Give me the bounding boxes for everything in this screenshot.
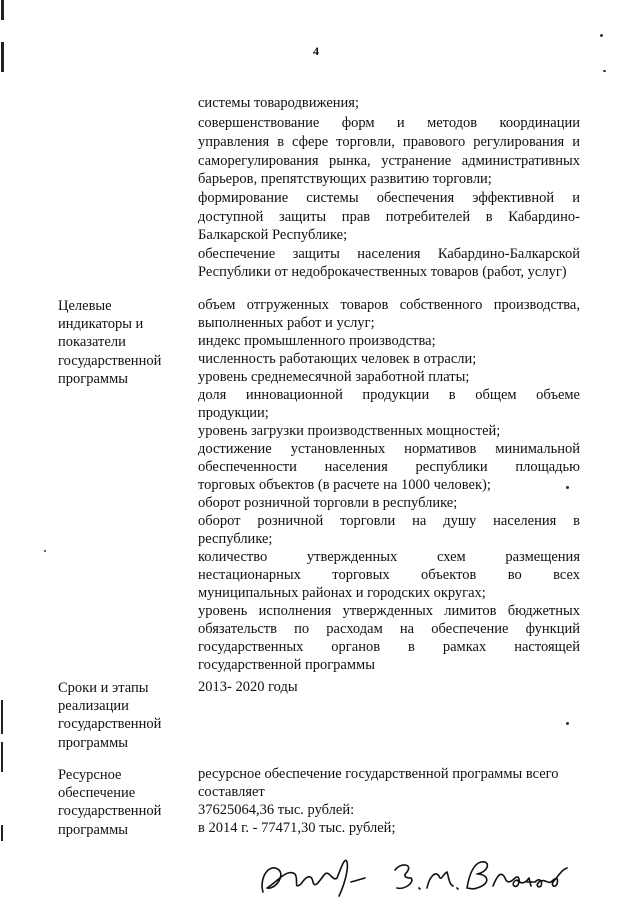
text-line: численность работающих человек в отрасли; xyxy=(198,351,477,367)
text-line: формирование системы обеспечения эффективной и xyxy=(198,190,580,206)
text-line: муниципальных районах и городских округах; xyxy=(198,585,486,601)
text-line: управления в сфере торговли, правового регулирования и xyxy=(198,134,580,150)
text-line: продукции; xyxy=(198,405,269,421)
label-line: программы xyxy=(58,734,128,751)
scan-edge-mark xyxy=(1,0,4,20)
page-number: 4 xyxy=(313,44,319,58)
text-line: нестационарных торговых объектов во всех xyxy=(198,567,580,583)
scan-speck xyxy=(566,486,569,489)
section-label-resources xyxy=(58,766,193,839)
text-line: обязательств по расходам на обеспечение функций xyxy=(198,621,580,637)
label-line: реализации xyxy=(58,698,129,715)
text-line: достижение установленных нормативов минимальной xyxy=(198,441,580,457)
scan-speck xyxy=(44,550,46,552)
label-line: государственной xyxy=(58,803,162,820)
scan-speck xyxy=(603,70,606,72)
text-line: саморегулирования рынка, устранение административных xyxy=(198,153,580,169)
text-line: торговых объектов (в расчете на 1000 человек); xyxy=(198,477,491,493)
label-line: государственной xyxy=(58,716,162,733)
text-line: в 2014 г. - 77471,30 тыс. рублей; xyxy=(198,820,396,836)
text-line: уровень среднемесячной заработной платы; xyxy=(198,369,470,385)
text-line: совершенствование форм и методов координации xyxy=(198,115,580,131)
text-line: количество утвержденных схем размещения xyxy=(198,549,580,565)
text-line: государственной программы xyxy=(198,657,375,673)
handwritten-signature xyxy=(255,848,575,904)
text-line: 37625064,36 тыс. рублей: xyxy=(198,802,355,818)
scan-edge-mark xyxy=(1,700,3,734)
text-line: Балкарской Республике; xyxy=(198,227,348,243)
text-line: оборот розничной торговли в республике; xyxy=(198,495,458,511)
label-line: программы xyxy=(58,821,128,838)
text-line: уровень загрузки производственных мощностей; xyxy=(198,423,501,439)
label-line: индикаторы и xyxy=(58,316,144,333)
scan-edge-mark xyxy=(1,42,4,72)
label-line: Целевые xyxy=(58,298,112,314)
scan-speck xyxy=(600,34,603,37)
scan-edge-mark xyxy=(1,825,3,841)
text-line: индекс промышленного производства; xyxy=(198,333,436,349)
text-line: доступной защиты прав потребителей в Кабардино- xyxy=(198,209,580,225)
text-line: уровень исполнения утвержденных лимитов бюджетных xyxy=(198,603,580,619)
text-line: системы товародвижения; xyxy=(198,95,359,111)
text-line: доля инновационной продукции в общем объеме xyxy=(198,387,580,403)
text-line: ресурсное обеспечение государственной программы всего xyxy=(198,766,559,782)
text-line: Республики от недоброкачественных товаров (работ, услуг) xyxy=(198,264,567,280)
scan-edge-mark xyxy=(1,742,3,772)
text-line: составляет xyxy=(198,784,265,800)
text-line: обеспечение защиты населения Кабардино-Балкарской xyxy=(198,246,580,262)
label-line: программы xyxy=(58,370,128,387)
text-line: обеспеченности населения республики площадью xyxy=(198,459,580,475)
text-line: республике; xyxy=(198,531,273,547)
label-line: Ресурсное xyxy=(58,767,122,783)
text-line: 2013- 2020 годы xyxy=(198,679,298,695)
text-line: государственных органов в рамках настоящей xyxy=(198,639,580,655)
label-line: показатели xyxy=(58,334,126,351)
section-label-indicators xyxy=(58,297,193,388)
text-line: выполненных работ и услуг; xyxy=(198,315,375,331)
section-label-timeline xyxy=(58,679,193,752)
text-line: объем отгруженных товаров собственного производства, xyxy=(198,297,580,313)
label-line: Сроки и этапы xyxy=(58,680,149,696)
label-line: обеспечение xyxy=(58,785,136,802)
text-line: барьеров, препятствующих развитию торговли; xyxy=(198,171,492,187)
scan-speck xyxy=(566,722,569,725)
text-line: оборот розничной торговли на душу населения в xyxy=(198,513,580,529)
label-line: государственной xyxy=(58,352,162,369)
